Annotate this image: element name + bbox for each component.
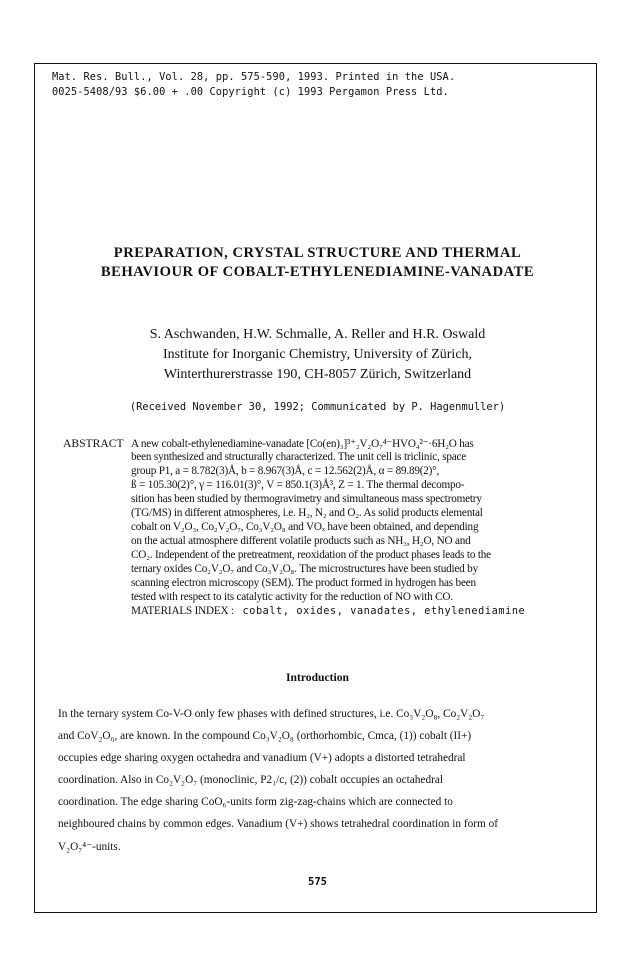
abstract-line: cobalt on V₂O₃, Co₂V₂O₇, Co₃V₂O₈ and VOₓ have been obtained, and depending bbox=[131, 521, 479, 533]
body-line: coordination. Also in Co₂V₂O₇ (monoclinic, P2₁/c, (2)) cobalt occupies an octahedral bbox=[58, 774, 444, 786]
body-line: neighboured chains by common edges. Vanadium (V+) shows tetrahedral coordination in form of bbox=[58, 818, 499, 830]
paper-title-line-1: PREPARATION, CRYSTAL STRUCTURE AND THERMAL bbox=[113, 245, 522, 261]
abstract-line: been synthesized and structurally characterized. The unit cell is triclinic, space bbox=[131, 451, 467, 463]
body-line: and CoV₂O₆, are known. In the compound Co₃V₂O₈ (orthorhombic, Cmca, (1)) cobalt (II+) bbox=[58, 730, 472, 742]
copyright-line: 0025-5408/93 $6.00 + .00 Copyright (c) 1993 Pergamon Press Ltd. bbox=[52, 86, 449, 98]
abstract-line: ß = 105.30(2)°, γ = 116.01(3)°, V = 850.1(3)Å³, Z = 1. The thermal decompo- bbox=[131, 479, 465, 491]
abstract-line: scanning electron microscopy (SEM). The product formed in hydrogen has been bbox=[131, 577, 476, 589]
affiliation-line-2: Winterthurerstrasse 190, CH-8057 Zürich, Switzerland bbox=[163, 367, 472, 382]
paper-title-line-2: BEHAVIOUR OF COBALT-ETHYLENEDIAMINE-VANADATE bbox=[100, 264, 535, 280]
abstract-label: ABSTRACT bbox=[63, 437, 124, 450]
materials-index-keywords: cobalt, oxides, vanadates, ethylenediamine bbox=[242, 606, 526, 617]
abstract-line: tested with respect to its catalytic activity for the reduction of NO with CO. bbox=[131, 591, 453, 603]
abstract-line: sition has been studied by thermogravimetry and simultaneous mass spectrometry bbox=[131, 493, 482, 505]
abstract-line: (TG/MS) in different atmospheres, i.e. H₂, N₂ and O₂. As solid products elemental bbox=[131, 507, 483, 519]
author-names: S. Aschwanden, H.W. Schmalle, A. Reller and H.R. Oswald bbox=[149, 327, 486, 342]
journal-citation: Mat. Res. Bull., Vol. 28, pp. 575-590, 1993. Printed in the USA. bbox=[52, 71, 456, 83]
body-line: In the ternary system Co-V-O only few phases with defined structures, i.e. Co₃V₂O₈, Co₂V₂O₇ bbox=[58, 708, 485, 720]
materials-index-label: MATERIALS INDEX : bbox=[131, 605, 234, 617]
abstract-line: group P1, a = 8.782(3)Å, b = 8.967(3)Å, c = 12.562(2)Å, α = 89.89(2)°, bbox=[131, 465, 440, 477]
abstract-line: ternary oxides Co₂V₂O₇ and Co₃V₂O₈. The microstructures have been studied by bbox=[131, 563, 478, 575]
materials-index bbox=[131, 605, 525, 617]
abstract-line: on the actual atmosphere different volatile products such as NH₃, H₂O, NO and bbox=[131, 535, 471, 547]
section-heading-introduction: Introduction bbox=[286, 671, 349, 684]
body-line: occupies edge sharing oxygen octahedra and vanadium (V+) adopts a distorted tetrahedral bbox=[58, 752, 466, 764]
body-line: coordination. The edge sharing CoO₆-units form zig-zag-chains which are connected to bbox=[58, 796, 453, 808]
affiliation-line-1: Institute for Inorganic Chemistry, University of Zürich, bbox=[162, 347, 473, 362]
abstract-line: A new cobalt-ethylenediamine-vanadate [Co(en)₃]³⁺₂V₂O₇⁴⁻HVO₄²⁻·6H₂O has bbox=[131, 438, 474, 450]
body-line: V₂O₇⁴⁻-units. bbox=[58, 841, 121, 853]
abstract-line: CO₂. Independent of the pretreatment, reoxidation of the product phases leads to the bbox=[131, 549, 491, 561]
received-note: (Received November 30, 1992; Communicated by P. Hagenmuller) bbox=[129, 401, 506, 413]
page-number: 575 bbox=[308, 876, 327, 888]
